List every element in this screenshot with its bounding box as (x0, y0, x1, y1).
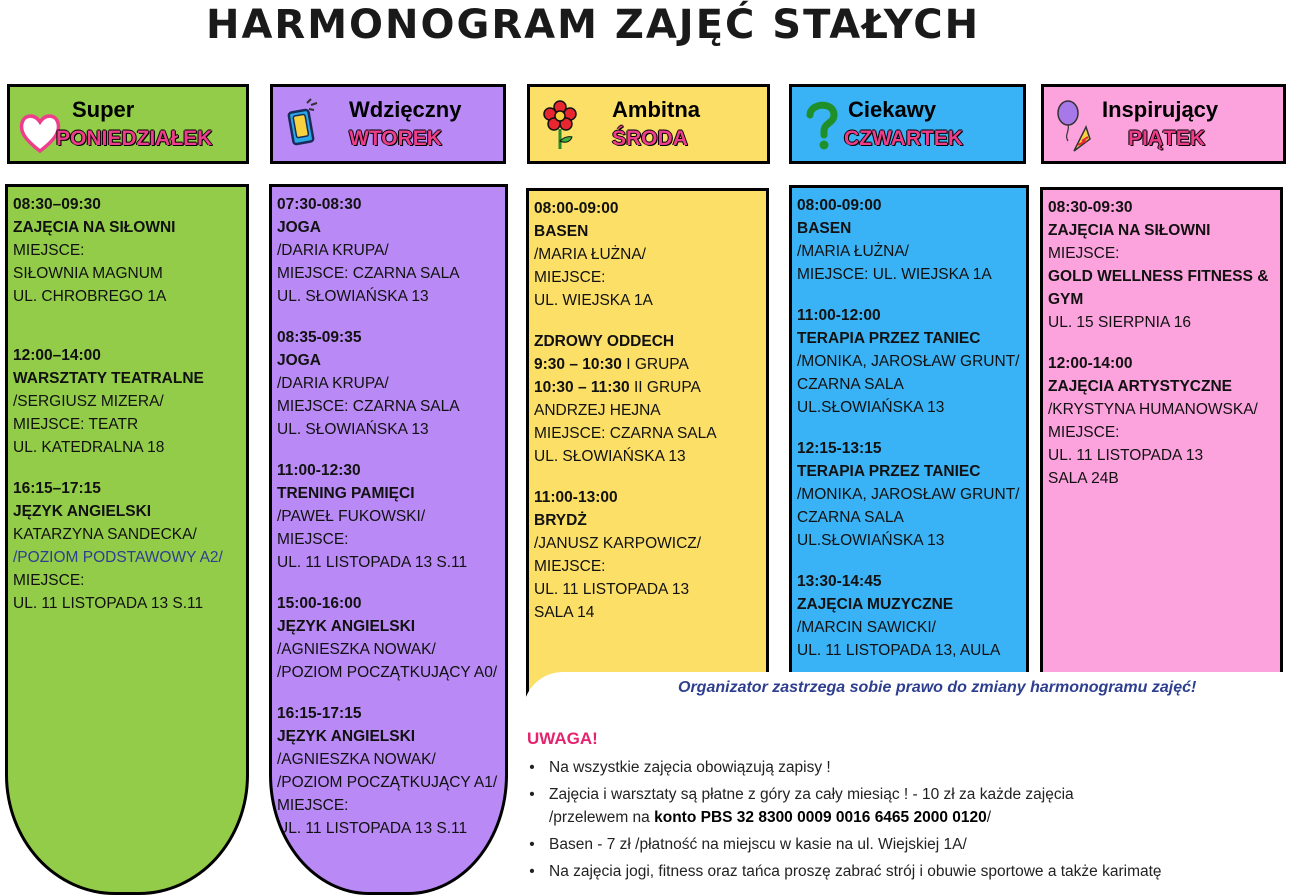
spacer (534, 468, 766, 486)
schedule-line: UL. 11 LISTOPADA 13 (1048, 447, 1204, 464)
schedule-line: BRYDŻ (534, 512, 587, 529)
schedule-line: UL. 11 LISTOPADA 13 (534, 581, 690, 598)
list-item: • Zajęcia i warsztaty są płatne z góry za cały miesiąc ! - 10 zł za każde zajęcia (522, 783, 1292, 806)
schedule-line: SALA 14 (534, 604, 595, 621)
schedule-line: ANDRZEJ HEJNA (534, 402, 661, 419)
schedule-line: UL. SŁOWIAŃSKA 13 (534, 448, 686, 465)
notice-list (522, 756, 1292, 883)
schedule-line: UL. 11 LISTOPADA 13 S.11 (277, 554, 468, 571)
spacer (1048, 334, 1280, 352)
list-item: • Na wszystkie zajęcia obowiązują zapisy ! (522, 756, 1292, 779)
schedule-line: UL. 11 LISTOPADA 13 S.11 (13, 595, 204, 612)
schedule-line: ZAJĘCIA MUZYCZNE (797, 596, 954, 613)
schedule-line: GOLD WELLNESS FITNESS & (1048, 268, 1269, 285)
schedule-column-tuesday (269, 184, 508, 895)
schedule-line: MIEJSCE: (1048, 245, 1120, 262)
header-friday (1041, 84, 1286, 164)
schedule-line: UL.SŁOWIAŃSKA 13 (797, 399, 945, 416)
header-monday (7, 84, 249, 164)
schedule-line: /AGNIESZKA NOWAK/ (277, 751, 436, 768)
spacer (797, 286, 1026, 304)
schedule-line: /MARIA ŁUŻNA/ (797, 243, 909, 260)
schedule-line: UL. 15 SIERPNIA 16 (1048, 314, 1192, 331)
schedule-line: MIEJSCE: CZARNA SALA (534, 425, 717, 442)
schedule-line: CZARNA SALA (797, 509, 904, 526)
schedule-line: UL. SŁOWIAŃSKA 13 (277, 288, 429, 305)
schedule-line: /JANUSZ KARPOWICZ/ (534, 535, 702, 552)
header-thursday (789, 84, 1026, 164)
schedule-line: /MARIA ŁUŻNA/ (534, 246, 646, 263)
schedule-line: BASEN (534, 223, 589, 240)
schedule-line: UL. CHROBREGO 1A (13, 288, 167, 305)
header-day: PIĄTEK (1128, 127, 1206, 150)
spacer (13, 308, 246, 326)
schedule-line: /AGNIESZKA NOWAK/ (277, 641, 436, 658)
schedule-line: TRENING PAMIĘCI (277, 485, 415, 502)
schedule-line: UL. KATEDRALNA 18 (13, 439, 165, 456)
schedule-line: WARSZTATY TEATRALNE (13, 370, 204, 387)
schedule-column-friday (1040, 187, 1283, 678)
schedule-line: 08:30–09:30 (13, 196, 101, 213)
schedule-line: TERAPIA PRZEZ TANIEC (797, 330, 981, 347)
schedule-line: MIEJSCE: UL. WIEJSKA 1A (797, 266, 992, 283)
schedule-line: SALA 24B (1048, 470, 1119, 487)
schedule-line: 9:30 – 10:30 I GRUPA (534, 356, 689, 373)
question-mark-icon (800, 97, 844, 153)
phone-icon (281, 97, 325, 153)
bullet-icon: • (529, 836, 535, 853)
schedule-line: 16:15–17:15 (13, 480, 101, 497)
header-day: CZWARTEK (844, 127, 963, 150)
schedule-line: ZDROWY ODDECH (534, 333, 675, 350)
schedule-line: KATARZYNA SANDECKA/ (13, 526, 197, 543)
schedule-line: 16:15-17:15 (277, 705, 362, 722)
spacer (277, 441, 505, 459)
schedule-line: MIEJSCE: (277, 531, 349, 548)
schedule-line: JĘZYK ANGIELSKI (277, 728, 416, 745)
schedule-line: MIEJSCE: (13, 242, 85, 259)
schedule-line: GYM (1048, 291, 1084, 308)
schedule-line: 08:00-09:00 (534, 200, 619, 217)
schedule-line: JOGA (277, 219, 321, 236)
schedule-line: /MONIKA, JAROSŁAW GRUNT/ (797, 486, 1020, 503)
bank-account: konto PBS 32 8300 0009 0016 6465 2000 0120 (654, 809, 987, 826)
schedule-line: MIEJSCE: CZARNA SALA (277, 265, 460, 282)
schedule-line: /KRYSTYNA HUMANOWSKA/ (1048, 401, 1258, 418)
header-word: Inspirujący (1102, 97, 1219, 122)
schedule-line: UL.SŁOWIAŃSKA 13 (797, 532, 945, 549)
schedule-line: /MARCIN SAWICKI/ (797, 619, 936, 636)
schedule-column-monday (5, 184, 249, 895)
header-day: ŚRODA (612, 127, 688, 150)
schedule-line: MIEJSCE: CZARNA SALA (277, 398, 460, 415)
bullet-icon: • (529, 759, 535, 776)
spacer (277, 574, 505, 592)
header-tuesday (270, 84, 506, 164)
list-item-continuation: /przelewem na konto PBS 32 8300 0009 0016 6465 2000 0120/ (549, 809, 992, 826)
schedule-line: ZAJĘCIA ARTYSTYCZNE (1048, 378, 1233, 395)
header-word: Super (72, 97, 135, 122)
spacer (13, 326, 246, 344)
schedule-line: /PAWEŁ FUKOWSKI/ (277, 508, 426, 525)
schedule-line: SIŁOWNIA MAGNUM (13, 265, 163, 282)
schedule-line: /POZIOM POCZĄTKUJĄCY A1/ (277, 774, 498, 791)
schedule-line: 11:00-12:00 (797, 307, 881, 324)
schedule-line: UL. WIEJSKA 1A (534, 292, 653, 309)
list-item: • Basen - 7 zł /płatność na miejscu w kasie na ul. Wiejskiej 1A/ (522, 833, 1292, 856)
spacer (797, 419, 1026, 437)
spacer (277, 684, 505, 702)
schedule-line: UL. 11 LISTOPADA 13, AULA (797, 642, 1001, 659)
schedule-line: /DARIA KRUPA/ (277, 242, 389, 259)
header-wednesday (527, 84, 770, 164)
schedule-line: 12:15-13:15 (797, 440, 882, 457)
spacer (277, 308, 505, 326)
schedule-line: MIEJSCE: (534, 269, 606, 286)
schedule-line: /POZIOM PODSTAWOWY A2/ (13, 549, 223, 566)
schedule-line: MIEJSCE: TEATR (13, 416, 139, 433)
header-word: Ciekawy (848, 97, 937, 122)
schedule-line: 08:00-09:00 (797, 197, 882, 214)
schedule-line: 13:30-14:45 (797, 573, 882, 590)
header-word: Ambitna (612, 97, 700, 122)
schedule-line: UL. SŁOWIAŃSKA 13 (277, 421, 429, 438)
uwaga-label: UWAGA! (527, 729, 598, 748)
schedule-line: 08:30-09:30 (1048, 199, 1133, 216)
schedule-line: ZAJĘCIA NA SIŁOWNI (1048, 222, 1211, 239)
schedule-line: 12:00–14:00 (13, 347, 101, 364)
schedule-line: /MONIKA, JAROSŁAW GRUNT/ (797, 353, 1020, 370)
party-balloon-icon (1052, 97, 1096, 153)
schedule-line: ZAJĘCIA NA SIŁOWNI (13, 219, 176, 236)
schedule-line: 15:00-16:00 (277, 595, 362, 612)
page-title: HARMONOGRAM ZAJĘĆ STAŁYCH (206, 2, 981, 48)
schedule-line: UL. 11 LISTOPADA 13 S.11 (277, 820, 468, 837)
schedule-line: 08:35-09:35 (277, 329, 362, 346)
flower-icon (538, 97, 582, 153)
header-day: WTOREK (349, 127, 442, 150)
schedule-line: TERAPIA PRZEZ TANIEC (797, 463, 981, 480)
bullet-icon: • (529, 863, 535, 880)
schedule-line: MIEJSCE: (534, 558, 606, 575)
organizer-note: Organizator zastrzega sobie prawo do zmiany harmonogramu zajęć! (678, 679, 1197, 696)
list-item: • Na zajęcia jogi, fitness oraz tańca proszę zabrać strój i obuwie sportowe a także karimatę (522, 860, 1292, 883)
bullet-icon: • (529, 786, 535, 803)
schedule-line: JĘZYK ANGIELSKI (13, 503, 152, 520)
schedule-line: 11:00-13:00 (534, 489, 618, 506)
schedule-line: /POZIOM POCZĄTKUJĄCY A0/ (277, 664, 498, 681)
schedule-line: 07:30-08:30 (277, 196, 362, 213)
spacer (534, 312, 766, 330)
schedule-line: 11:00-12:30 (277, 462, 361, 479)
schedule-line: /SERGIUSZ MIZERA/ (13, 393, 164, 410)
schedule-line: BASEN (797, 220, 852, 237)
header-day: PONIEDZIAŁEK (56, 127, 213, 150)
schedule-line: MIEJSCE: (1048, 424, 1120, 441)
schedule-line: JĘZYK ANGIELSKI (277, 618, 416, 635)
schedule-line: /DARIA KRUPA/ (277, 375, 389, 392)
schedule-line: 10:30 – 11:30 II GRUPA (534, 379, 701, 396)
spacer (797, 552, 1026, 570)
schedule-line: 12:00-14:00 (1048, 355, 1133, 372)
header-word: Wdzięczny (349, 97, 462, 122)
schedule-line: JOGA (277, 352, 321, 369)
schedule-line: CZARNA SALA (797, 376, 904, 393)
spacer (13, 459, 246, 477)
schedule-line: MIEJSCE: (277, 797, 349, 814)
schedule-line: MIEJSCE: (13, 572, 85, 589)
